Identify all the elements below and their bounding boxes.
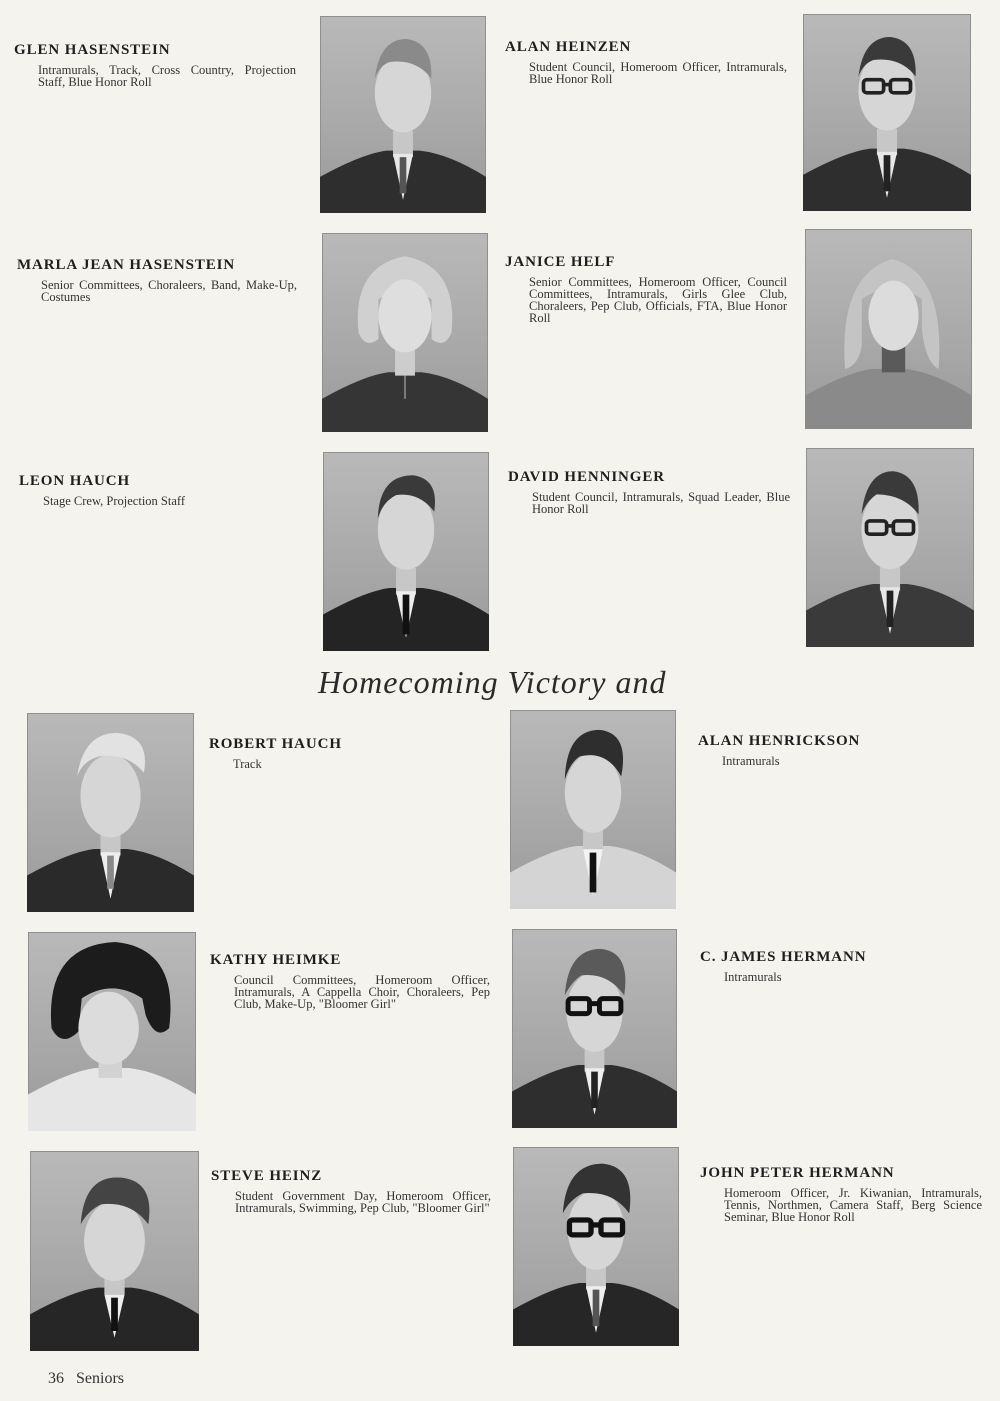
student-activities: Intramurals — [722, 754, 780, 768]
student-name: DAVID HENNINGER — [508, 469, 665, 485]
student-name: LEON HAUCH — [19, 473, 131, 489]
entry-john-peter-hermann — [700, 1165, 982, 1223]
portrait-photo — [512, 929, 677, 1128]
portrait-photo — [320, 16, 486, 213]
page-footer — [48, 1370, 132, 1388]
student-name: ALAN HEINZEN — [505, 39, 632, 55]
student-activities: Senior Committees, Homeroom Officer, Council Committees, Intramurals, Girls Glee Club, Choraleers, Pep Club, Officials, FTA, Blue Honor Roll — [529, 275, 787, 325]
entry-alan-henrickson — [698, 733, 980, 767]
entry-marla-jean-hasenstein — [17, 257, 297, 303]
entry-janice-helf — [505, 254, 787, 324]
portrait-photo — [803, 14, 971, 211]
portrait-photo — [806, 448, 974, 647]
student-name: STEVE HEINZ — [211, 1168, 323, 1184]
student-activities: Stage Crew, Projection Staff — [43, 494, 185, 508]
student-name: KATHY HEIMKE — [210, 952, 342, 968]
portrait-photo — [28, 932, 196, 1131]
student-name: ALAN HENRICKSON — [698, 733, 861, 749]
entry-robert-hauch — [209, 736, 491, 770]
student-name: JOHN PETER HERMANN — [700, 1165, 895, 1181]
section-headline: Homecoming Victory and — [318, 664, 667, 700]
student-name: GLEN HASENSTEIN — [14, 42, 171, 58]
student-activities: Student Government Day, Homeroom Officer, Intramurals, Swimming, Pep Club, "Bloomer Girl" — [235, 1189, 491, 1215]
student-activities: Student Council, Intramurals, Squad Leader, Blue Honor Roll — [532, 490, 790, 516]
student-activities: Council Committees, Homeroom Officer, Intramurals, A Cappella Choir, Choraleers, Pep Club, Make-Up, "Bloomer Girl" — [234, 973, 490, 1011]
portrait-photo — [510, 710, 676, 909]
portrait-photo — [805, 229, 972, 429]
entry-glen-hasenstein — [14, 42, 296, 88]
student-name: MARLA JEAN HASENSTEIN — [17, 257, 236, 273]
student-activities: Homeroom Officer, Jr. Kiwanian, Intramurals, Tennis, Northmen, Camera Staff, Berg Science Seminar, Blue Honor Roll — [724, 1186, 982, 1224]
student-activities: Intramurals, Track, Cross Country, Projection Staff, Blue Honor Roll — [38, 63, 296, 89]
section-label: Seniors — [76, 1370, 124, 1387]
portrait-photo — [513, 1147, 679, 1346]
portrait-photo — [323, 452, 489, 651]
student-name: JANICE HELF — [505, 254, 616, 270]
student-name: C. JAMES HERMANN — [700, 949, 867, 965]
entry-c-james-hermann — [700, 949, 982, 983]
student-activities: Student Council, Homeroom Officer, Intramurals, Blue Honor Roll — [529, 60, 787, 86]
entry-kathy-heimke — [210, 952, 490, 1010]
student-activities: Senior Committees, Choraleers, Band, Make-Up, Costumes — [41, 278, 297, 304]
student-name: ROBERT HAUCH — [209, 736, 342, 752]
entry-steve-heinz — [211, 1168, 491, 1214]
entry-alan-heinzen — [505, 39, 787, 85]
portrait-photo — [322, 233, 488, 432]
portrait-photo — [27, 713, 194, 912]
student-activities: Intramurals — [724, 970, 782, 984]
page-number: 36 — [48, 1370, 64, 1387]
entry-david-henninger — [508, 469, 790, 515]
entry-leon-hauch — [19, 473, 297, 507]
student-activities: Track — [233, 757, 262, 771]
portrait-photo — [30, 1151, 199, 1351]
